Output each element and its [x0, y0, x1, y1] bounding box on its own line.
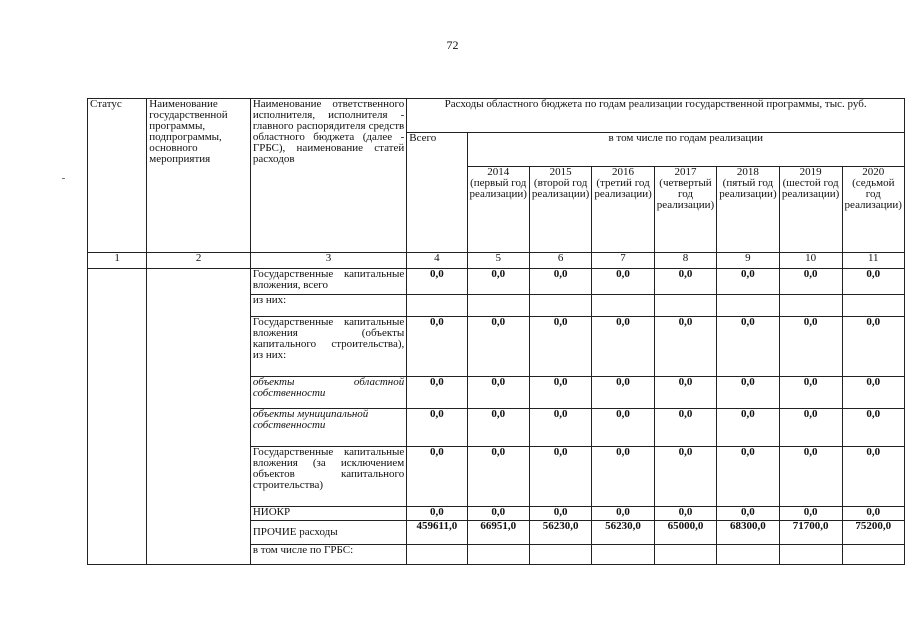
column-number: 11	[842, 253, 904, 269]
margin-mark	[62, 178, 65, 179]
value-cell	[717, 545, 779, 565]
year-header: 2020 (седьмой год реализации)	[842, 167, 904, 253]
value-cell: 0,0	[654, 317, 716, 377]
value-cell: 0,0	[717, 409, 779, 447]
value-cell	[654, 545, 716, 565]
value-cell: 0,0	[779, 269, 842, 295]
value-cell: 0,0	[842, 269, 904, 295]
budget-table	[87, 98, 905, 565]
value-cell: 0,0	[779, 317, 842, 377]
value-cell: 0,0	[654, 507, 716, 521]
value-cell: 0,0	[654, 447, 716, 507]
value-cell: 71700,0	[779, 521, 842, 545]
total-cell: 0,0	[407, 269, 467, 295]
value-cell	[779, 295, 842, 317]
expenses-header: Расходы областного бюджета по годам реализации государственной программы, тыс. руб.	[407, 99, 905, 133]
column-number: 2	[147, 253, 251, 269]
value-cell: 0,0	[529, 317, 591, 377]
value-cell	[592, 545, 654, 565]
value-cell: 0,0	[467, 507, 529, 521]
row-label: Государственные капитальные вложения (объекты капитального строительства), из них:	[250, 317, 406, 377]
value-cell	[779, 545, 842, 565]
value-cell: 0,0	[717, 269, 779, 295]
column-number: 8	[654, 253, 716, 269]
column-number: 7	[592, 253, 654, 269]
year-header: 2018 (пятый год реализации)	[717, 167, 779, 253]
year-header: 2014 (первый год реализации)	[467, 167, 529, 253]
value-cell: 65000,0	[654, 521, 716, 545]
value-cell: 56230,0	[529, 521, 591, 545]
row-label: из них:	[250, 295, 406, 317]
column-number: 1	[88, 253, 147, 269]
value-cell: 0,0	[529, 409, 591, 447]
total-cell: 0,0	[407, 447, 467, 507]
value-cell	[529, 295, 591, 317]
value-cell: 0,0	[467, 317, 529, 377]
program-name-cell	[147, 269, 251, 565]
value-cell: 0,0	[842, 317, 904, 377]
value-cell	[529, 545, 591, 565]
row-label: Государственные капитальные вложения, всего	[250, 269, 406, 295]
year-header: 2015 (второй год реализации)	[529, 167, 591, 253]
header-row-1	[88, 99, 905, 133]
value-cell: 0,0	[717, 377, 779, 409]
row-label: Государственные капитальные вложения (за исключением объектов капитального строительства)	[250, 447, 406, 507]
value-cell	[592, 295, 654, 317]
value-cell: 0,0	[467, 269, 529, 295]
status-header: Статус	[88, 99, 147, 253]
value-cell: 0,0	[467, 447, 529, 507]
row-label: объекты муниципальной собственности	[250, 409, 406, 447]
value-cell: 0,0	[779, 507, 842, 521]
value-cell: 0,0	[529, 269, 591, 295]
value-cell	[654, 295, 716, 317]
column-number: 5	[467, 253, 529, 269]
total-cell: 459611,0	[407, 521, 467, 545]
value-cell: 0,0	[842, 447, 904, 507]
column-number: 10	[779, 253, 842, 269]
table-row	[88, 269, 905, 295]
value-cell: 0,0	[654, 269, 716, 295]
value-cell: 0,0	[592, 269, 654, 295]
value-cell: 0,0	[592, 377, 654, 409]
value-cell: 56230,0	[592, 521, 654, 545]
value-cell: 68300,0	[717, 521, 779, 545]
value-cell	[717, 295, 779, 317]
page-number: 72	[446, 38, 459, 52]
value-cell: 66951,0	[467, 521, 529, 545]
value-cell: 0,0	[592, 507, 654, 521]
column-number: 3	[250, 253, 406, 269]
value-cell: 0,0	[654, 377, 716, 409]
year-header: 2017 (четвертый год реализации)	[654, 167, 716, 253]
value-cell	[467, 295, 529, 317]
row-label: в том числе по ГРБС:	[250, 545, 406, 565]
value-cell: 0,0	[467, 377, 529, 409]
by-years-header: в том числе по годам реализации	[467, 133, 905, 167]
value-cell: 0,0	[592, 409, 654, 447]
total-cell: 0,0	[407, 377, 467, 409]
column-numbers-row	[88, 253, 905, 269]
year-header: 2016 (третий год реализации)	[592, 167, 654, 253]
total-cell: 0,0	[407, 409, 467, 447]
value-cell: 0,0	[467, 409, 529, 447]
value-cell	[842, 545, 904, 565]
value-cell	[842, 295, 904, 317]
value-cell: 75200,0	[842, 521, 904, 545]
total-cell: 0,0	[407, 507, 467, 521]
value-cell: 0,0	[529, 377, 591, 409]
executor-header: Наименование ответственного исполнителя, исполнителя - главного распорядителя средств областного бюджета (далее - ГРБС), наименование статей расходов	[250, 99, 406, 253]
value-cell: 0,0	[717, 447, 779, 507]
value-cell: 0,0	[654, 409, 716, 447]
value-cell: 0,0	[779, 409, 842, 447]
row-label: ПРОЧИЕ расходы	[250, 521, 406, 545]
value-cell: 0,0	[842, 377, 904, 409]
total-cell: 0,0	[407, 317, 467, 377]
total-cell	[407, 295, 467, 317]
value-cell	[467, 545, 529, 565]
value-cell: 0,0	[779, 377, 842, 409]
column-number: 9	[717, 253, 779, 269]
year-header: 2019 (шестой год реализации)	[779, 167, 842, 253]
column-number: 6	[529, 253, 591, 269]
value-cell: 0,0	[779, 447, 842, 507]
row-label: объекты областной собственности	[250, 377, 406, 409]
value-cell: 0,0	[592, 317, 654, 377]
value-cell: 0,0	[592, 447, 654, 507]
program-name-header: Наименование государственной программы, подпрограммы, основного мероприятия	[147, 99, 251, 253]
value-cell: 0,0	[842, 409, 904, 447]
value-cell: 0,0	[842, 507, 904, 521]
value-cell: 0,0	[529, 507, 591, 521]
total-cell	[407, 545, 467, 565]
value-cell: 0,0	[717, 317, 779, 377]
value-cell: 0,0	[717, 507, 779, 521]
row-label: НИОКР	[250, 507, 406, 521]
total-header: Всего	[407, 133, 467, 253]
value-cell: 0,0	[529, 447, 591, 507]
column-number: 4	[407, 253, 467, 269]
status-cell	[88, 269, 147, 565]
